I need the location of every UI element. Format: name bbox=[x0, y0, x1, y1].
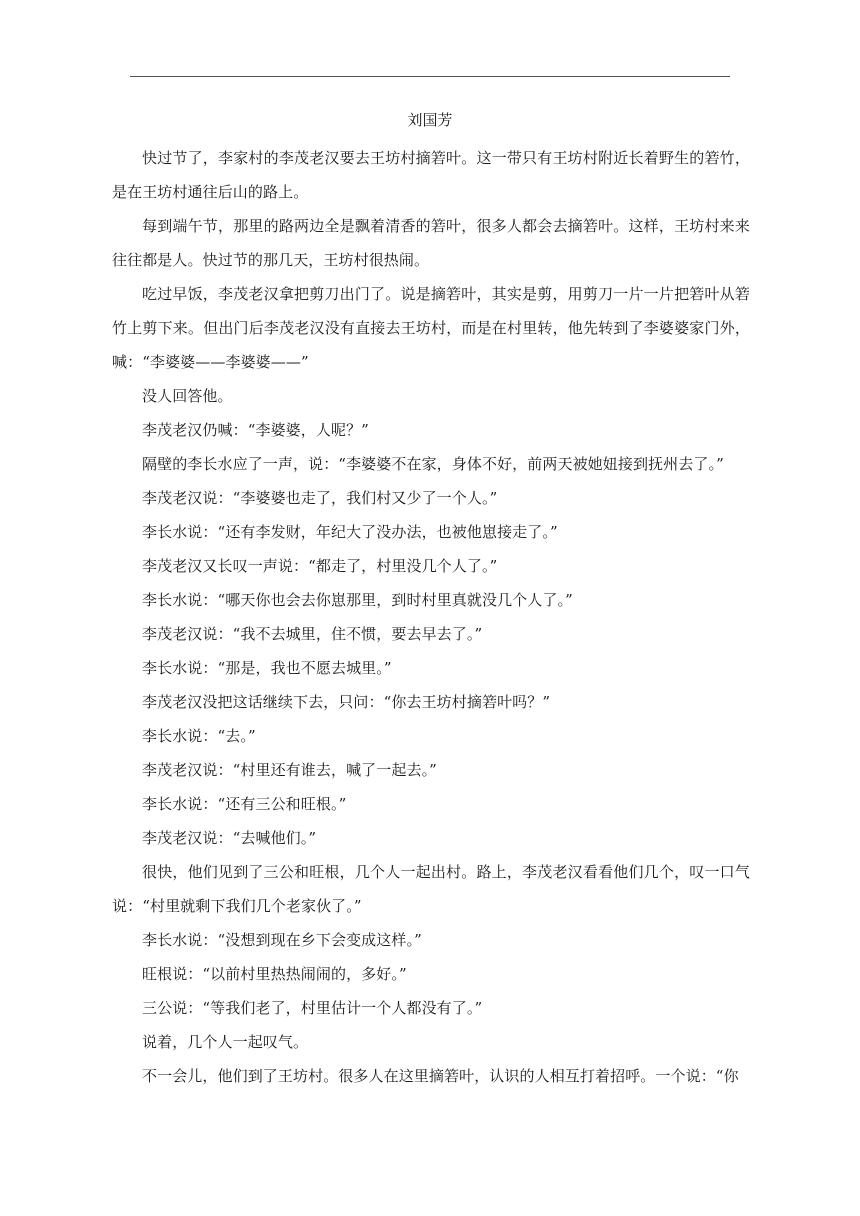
paragraph: 吃过早饭，李茂老汉拿把剪刀出门了。说是摘箬叶，其实是剪，用剪刀一片一片把箬叶从箬竹上剪下来。但出门后李茂老汉没有直接去王坊村，而是在村里转，他先转到了李婆婆家门外，喊：“李婆婆——李婆婆——” bbox=[112, 285, 750, 371]
paragraph: 李茂老汉说：“我不去城里，住不惯，要去早去了。” bbox=[142, 625, 483, 643]
paragraph: 不一会儿，他们到了王坊村。很多人在这里摘箬叶，认识的人相互打着招呼。一个说：“你 bbox=[142, 1067, 739, 1085]
paragraph: 李茂老汉没把这话继续下去，只问：“你去王坊村摘箬叶吗？” bbox=[142, 693, 551, 711]
paragraph: 李茂老汉仍喊：“李婆婆，人呢？” bbox=[142, 421, 369, 439]
paragraph: 李长水说：“哪天你也会去你崽那里，到时村里真就没几个人了。” bbox=[142, 591, 573, 609]
paragraph: 没人回答他。 bbox=[142, 387, 233, 405]
paragraph: 李长水说：“还有三公和旺根。” bbox=[142, 795, 347, 813]
paragraph: 李茂老汉说：“李婆婆也走了，我们村又少了一个人。” bbox=[142, 489, 498, 507]
paragraph: 快过节了，李家村的李茂老汉要去王坊村摘箬叶。这一带只有王坊村附近长着野生的箬竹，是在王坊村通往后山的路上。 bbox=[112, 149, 750, 201]
paragraph: 李长水说：“还有李发财，年纪大了没办法，也被他崽接走了。” bbox=[142, 523, 558, 541]
paragraph: 李茂老汉又长叹一声说：“都走了，村里没几个人了。” bbox=[142, 557, 498, 575]
paragraph: 旺根说：“以前村里热热闹闹的，多好。” bbox=[142, 965, 407, 983]
paragraph: 李长水说：“那是，我也不愿去城里。” bbox=[142, 659, 392, 677]
paragraph: 说着，几个人一起叹气。 bbox=[142, 1033, 309, 1051]
paragraph: 李长水说：“去。” bbox=[142, 727, 256, 745]
header-rule bbox=[130, 76, 730, 77]
paragraph: 三公说：“等我们老了，村里估计一个人都没有了。” bbox=[142, 999, 483, 1017]
paragraph: 李茂老汉说：“去喊他们。” bbox=[142, 829, 317, 847]
paragraph: 李长水说：“没想到现在乡下会变成这样。” bbox=[142, 931, 422, 949]
author-name: 刘国芳 bbox=[407, 111, 453, 129]
paragraph: 很快，他们见到了三公和旺根，几个人一起出村。路上，李茂老汉看看他们几个，叹一口气说：“村里就剩下我们几个老家伙了。” bbox=[112, 863, 750, 915]
story-body bbox=[112, 141, 750, 1093]
paragraph: 每到端午节，那里的路两边全是飘着清香的箬叶，很多人都会去摘箬叶。这样，王坊村来来往往都是人。快过节的那几天，王坊村很热闹。 bbox=[112, 217, 750, 269]
paragraph: 隔壁的李长水应了一声，说：“李婆婆不在家，身体不好，前两天被她妞接到抚州去了。” bbox=[142, 455, 724, 473]
paragraph: 李茂老汉说：“村里还有谁去，喊了一起去。” bbox=[142, 761, 437, 779]
